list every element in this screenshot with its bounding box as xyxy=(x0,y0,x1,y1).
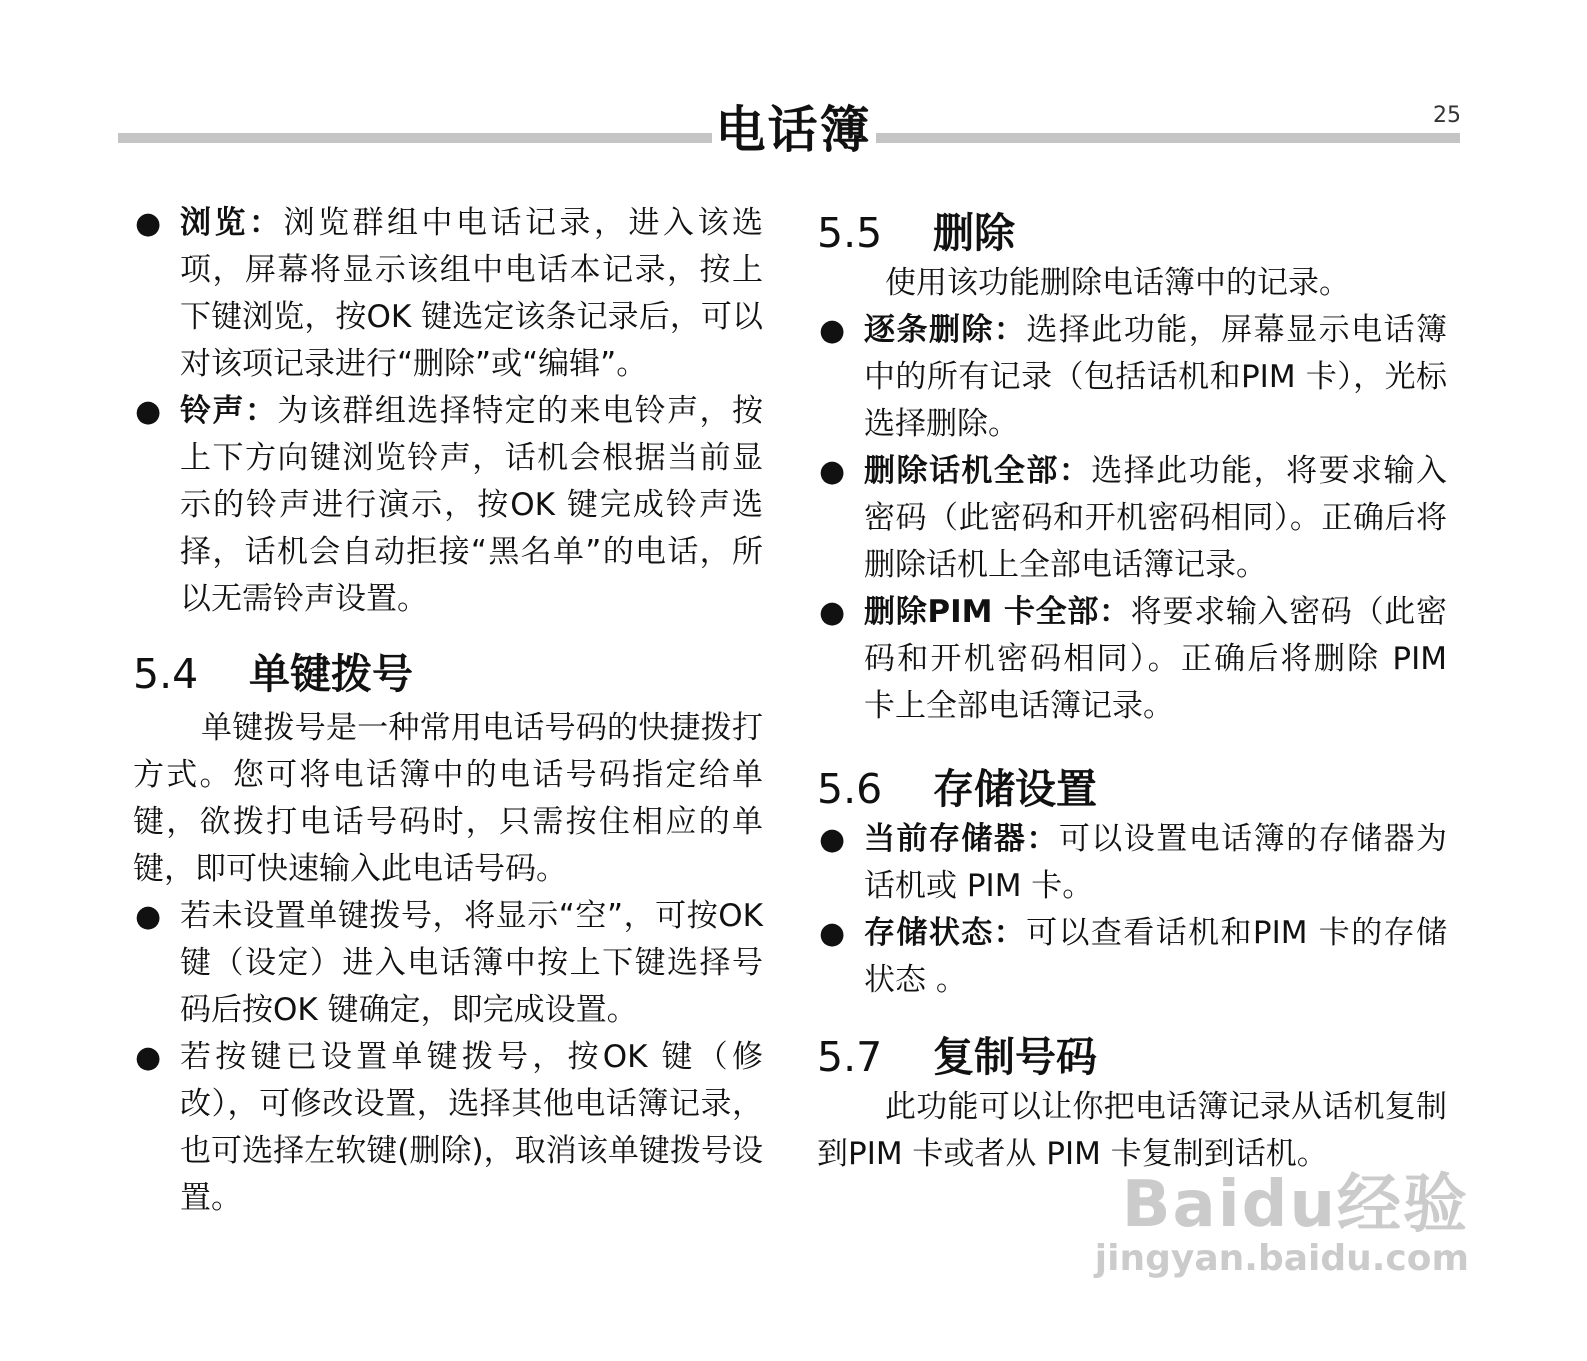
bullet-dot-icon: ● xyxy=(819,916,846,951)
page-title: 电话簿 xyxy=(0,97,1587,163)
bullet-dot-icon: ● xyxy=(135,394,162,429)
bullet-text: 可以查看话机和PIM 卡的存储状态 。 xyxy=(864,915,1448,998)
section-heading-5-7 xyxy=(817,1030,1447,1084)
bullet-text: 将要求输入密码（此密码和开机密码相同）。正确后将删除 PIM 卡上全部电话簿记录。 xyxy=(864,594,1447,724)
page-number: 25 xyxy=(1433,103,1461,128)
left-column xyxy=(133,200,763,1222)
section-heading-5-6 xyxy=(817,762,1447,816)
bullet-term: 当前存储器： xyxy=(864,821,1059,857)
bullet-term: 浏览： xyxy=(180,205,284,241)
bullet-delete-one xyxy=(817,307,1447,448)
section-intro: 使用该功能删除电话簿中的记录。 xyxy=(885,265,1350,301)
bullet-text: 可以设置电话簿的存储器为话机或 PIM 卡。 xyxy=(864,821,1448,904)
bullet-text: 选择此功能，将要求输入密码（此密码和开机密码相同）。正确后将删除话机上全部电话簿记录。 xyxy=(864,453,1448,583)
section-intro: 单键拨号是一种常用电话号码的快捷拨打方式。您可将电话簿中的电话号码指定给单键，欲拨打电话号码时，只需按住相应的单键，即可快速输入此电话号码。 xyxy=(133,710,763,887)
bullet-text: 若未设置单键拨号，将显示“空”，可按OK 键（设定）进入电话簿中按上下键选择号码后按OK 键确定，即完成设置。 xyxy=(180,898,763,1028)
bullet-dot-icon: ● xyxy=(135,206,162,241)
baidu-watermark xyxy=(1094,1168,1469,1279)
bullet-delete-pim xyxy=(817,589,1447,730)
section-title: 删除 xyxy=(933,209,1015,257)
bullet-dot-icon: ● xyxy=(819,822,846,857)
bullet-dot-icon: ● xyxy=(819,454,846,489)
section-number: 5.4 xyxy=(133,650,199,698)
bullet-term: 删除PIM 卡全部： xyxy=(864,594,1131,630)
watermark-logo: Baidu经验 xyxy=(1121,1168,1469,1242)
section-number: 5.6 xyxy=(817,765,883,813)
bullet-dot-icon: ● xyxy=(135,1040,162,1075)
section-number: 5.7 xyxy=(817,1033,883,1081)
bullet-text: 若按键已设置单键拨号，按OK 键（修改），可修改设置，选择其他电话簿记录，也可选择左软键(删除)，取消该单键拨号设置。 xyxy=(180,1039,763,1216)
bullet-dot-icon: ● xyxy=(135,899,162,934)
section-number: 5.5 xyxy=(817,209,883,257)
bullet-text: 浏览群组中电话记录，进入该选项，屏幕将显示该组中电话本记录，按上下键浏览，按OK 键选定该条记录后，可以对该项记录进行“删除”或“编辑”。 xyxy=(180,205,763,382)
bullet-term: 铃声： xyxy=(180,393,278,429)
bullet-dot-icon: ● xyxy=(819,595,846,630)
section-title: 存储设置 xyxy=(933,765,1097,813)
watermark-url: jingyan.baidu.com xyxy=(1094,1238,1469,1279)
section-heading-5-5 xyxy=(817,206,1447,260)
bullet-browse xyxy=(133,200,763,388)
bullet-dot-icon: ● xyxy=(819,313,846,348)
bullet-term: 逐条删除： xyxy=(864,312,1027,348)
bullet-delete-phone xyxy=(817,448,1447,589)
bullet-ringtone xyxy=(133,388,763,623)
bullet-current-storage xyxy=(817,816,1447,910)
bullet-storage-status xyxy=(817,910,1447,1004)
bullet-modify xyxy=(133,1034,763,1222)
section-title: 复制号码 xyxy=(933,1033,1097,1081)
section-heading-5-4 xyxy=(133,647,763,701)
right-column xyxy=(817,200,1447,1178)
bullet-unset xyxy=(133,893,763,1034)
bullet-text: 选择此功能，屏幕显示电话簿中的所有记录（包括话机和PIM 卡），光标选择删除。 xyxy=(864,312,1448,442)
section-intro: 此功能可以让你把电话簿记录从话机复制到PIM 卡或者从 PIM 卡复制到话机。 xyxy=(817,1089,1447,1172)
bullet-term: 存储状态： xyxy=(864,915,1027,951)
section-title: 单键拨号 xyxy=(249,650,413,698)
bullet-term: 删除话机全部： xyxy=(864,453,1092,489)
bullet-text: 为该群组选择特定的来电铃声，按上下方向键浏览铃声，话机会根据当前显示的铃声进行演示，按OK 键完成铃声选择，话机会自动拒接“黑名单”的电话，所以无需铃声设置。 xyxy=(180,393,764,617)
